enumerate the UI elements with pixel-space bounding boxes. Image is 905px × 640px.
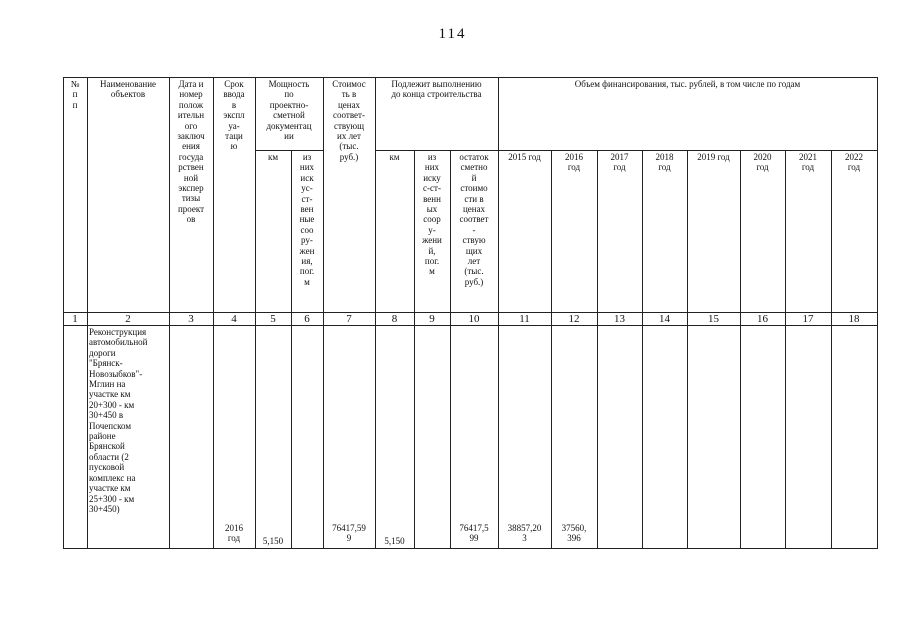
column-number: 1: [72, 313, 78, 325]
header-year-2017: 2017 год: [610, 152, 629, 173]
commissioning-term-cell: 2016 год: [225, 523, 243, 544]
header-expertise-conclusion: Дата и номер полож ительн ого заключ ения госуда рствен ной экспер тизы проект ов: [177, 79, 205, 225]
column-number: 14: [659, 313, 670, 325]
header-remaining-km: км: [389, 152, 400, 162]
column-number: 15: [708, 313, 719, 325]
column-divider: [323, 77, 324, 549]
column-divider: [450, 150, 451, 549]
header-capacity-structures: из них иск ус- ст- вен ные соо ру- жен ия, пог. м: [299, 152, 315, 287]
column-divider: [551, 150, 552, 549]
column-divider: [63, 77, 64, 549]
column-number: 3: [188, 313, 194, 325]
header-remaining-cost: остаток сметно й стоимо сти в ценах соответ - ствую щих лет (тыс. руб.): [459, 152, 489, 287]
header-design-capacity: Мощность по проектно- сметной документац ии: [266, 79, 312, 142]
column-divider: [87, 77, 88, 549]
header-cost: Стоимос ть в ценах соответ- ствующ их лет (тыс. руб.): [332, 79, 366, 162]
column-number-rule: [63, 325, 878, 326]
cost-cell: 76417,59 9: [332, 523, 366, 544]
table-border-top: [63, 77, 878, 78]
header-row-number: № п п: [70, 79, 80, 110]
column-divider: [498, 77, 499, 549]
page-number: 114: [438, 26, 467, 42]
header-year-2021: 2021 год: [799, 152, 817, 173]
object-name-cell: Реконструкция автомобильной дороги "Брянск- Новозыбков"- Мглин на участке км 20+300 - км 30+450 в Почепском районе Брянской области (2 пусковой комплекс на участке км 25+300 - км 30+450): [89, 327, 148, 514]
header-remaining-structures: из них иску с-ст- венн ых соор у- жени й, пог. м: [422, 152, 442, 277]
column-divider: [785, 150, 786, 549]
header-year-2020: 2020 год: [753, 152, 772, 173]
column-number: 7: [346, 313, 352, 325]
header-year-2018: 2018 год: [655, 152, 674, 173]
column-number: 13: [614, 313, 625, 325]
header-object-name: Наименование объектов: [99, 79, 157, 100]
column-divider: [213, 77, 214, 549]
column-number: 8: [391, 313, 398, 325]
remaining-km-cell: 5,150: [384, 536, 405, 546]
column-divider: [642, 150, 643, 549]
header-commissioning-term: Срок ввода в экспл уа- таци ю: [223, 79, 245, 152]
capacity-km-cell: 5,150: [262, 536, 284, 546]
column-divider: [877, 77, 878, 549]
remaining-cost-cell: 76417,5 99: [459, 523, 489, 544]
column-divider: [831, 150, 832, 549]
column-divider: [687, 150, 688, 549]
header-capacity-km: км: [267, 152, 279, 162]
column-number: 18: [848, 313, 860, 325]
column-divider: [597, 150, 598, 549]
header-funding-volume: Объем финансирования, тыс. рублей, в том числе по годам: [574, 79, 801, 89]
column-number: 9: [429, 313, 435, 325]
column-number: 17: [802, 313, 814, 325]
column-number: 6: [304, 313, 310, 325]
funding-2016-cell: 37560, 396: [561, 523, 587, 544]
column-divider: [375, 77, 376, 549]
header-subdivider: [255, 150, 323, 151]
header-remaining-work: Подлежит выполнению до конца строительства: [391, 79, 482, 100]
header-year-2015: 2015 год: [508, 152, 541, 162]
column-divider: [740, 150, 741, 549]
column-number: 11: [519, 313, 530, 325]
column-number: 10: [468, 313, 480, 325]
column-divider: [291, 150, 292, 549]
column-divider: [414, 150, 415, 549]
column-number: 16: [757, 313, 768, 325]
column-number: 4: [231, 313, 237, 325]
table-border-bottom: [63, 548, 878, 549]
column-number: 5: [270, 313, 276, 325]
column-divider: [255, 77, 256, 549]
header-bottom-rule: [63, 312, 878, 313]
header-year-2019: 2019 год: [697, 152, 730, 162]
column-number: 12: [568, 313, 580, 325]
column-divider: [169, 77, 170, 549]
header-year-2022: 2022 год: [845, 152, 863, 173]
funding-2015-cell: 38857,20 3: [507, 523, 542, 544]
column-number: 2: [125, 313, 131, 325]
header-year-2016: 2016 год: [565, 152, 583, 173]
